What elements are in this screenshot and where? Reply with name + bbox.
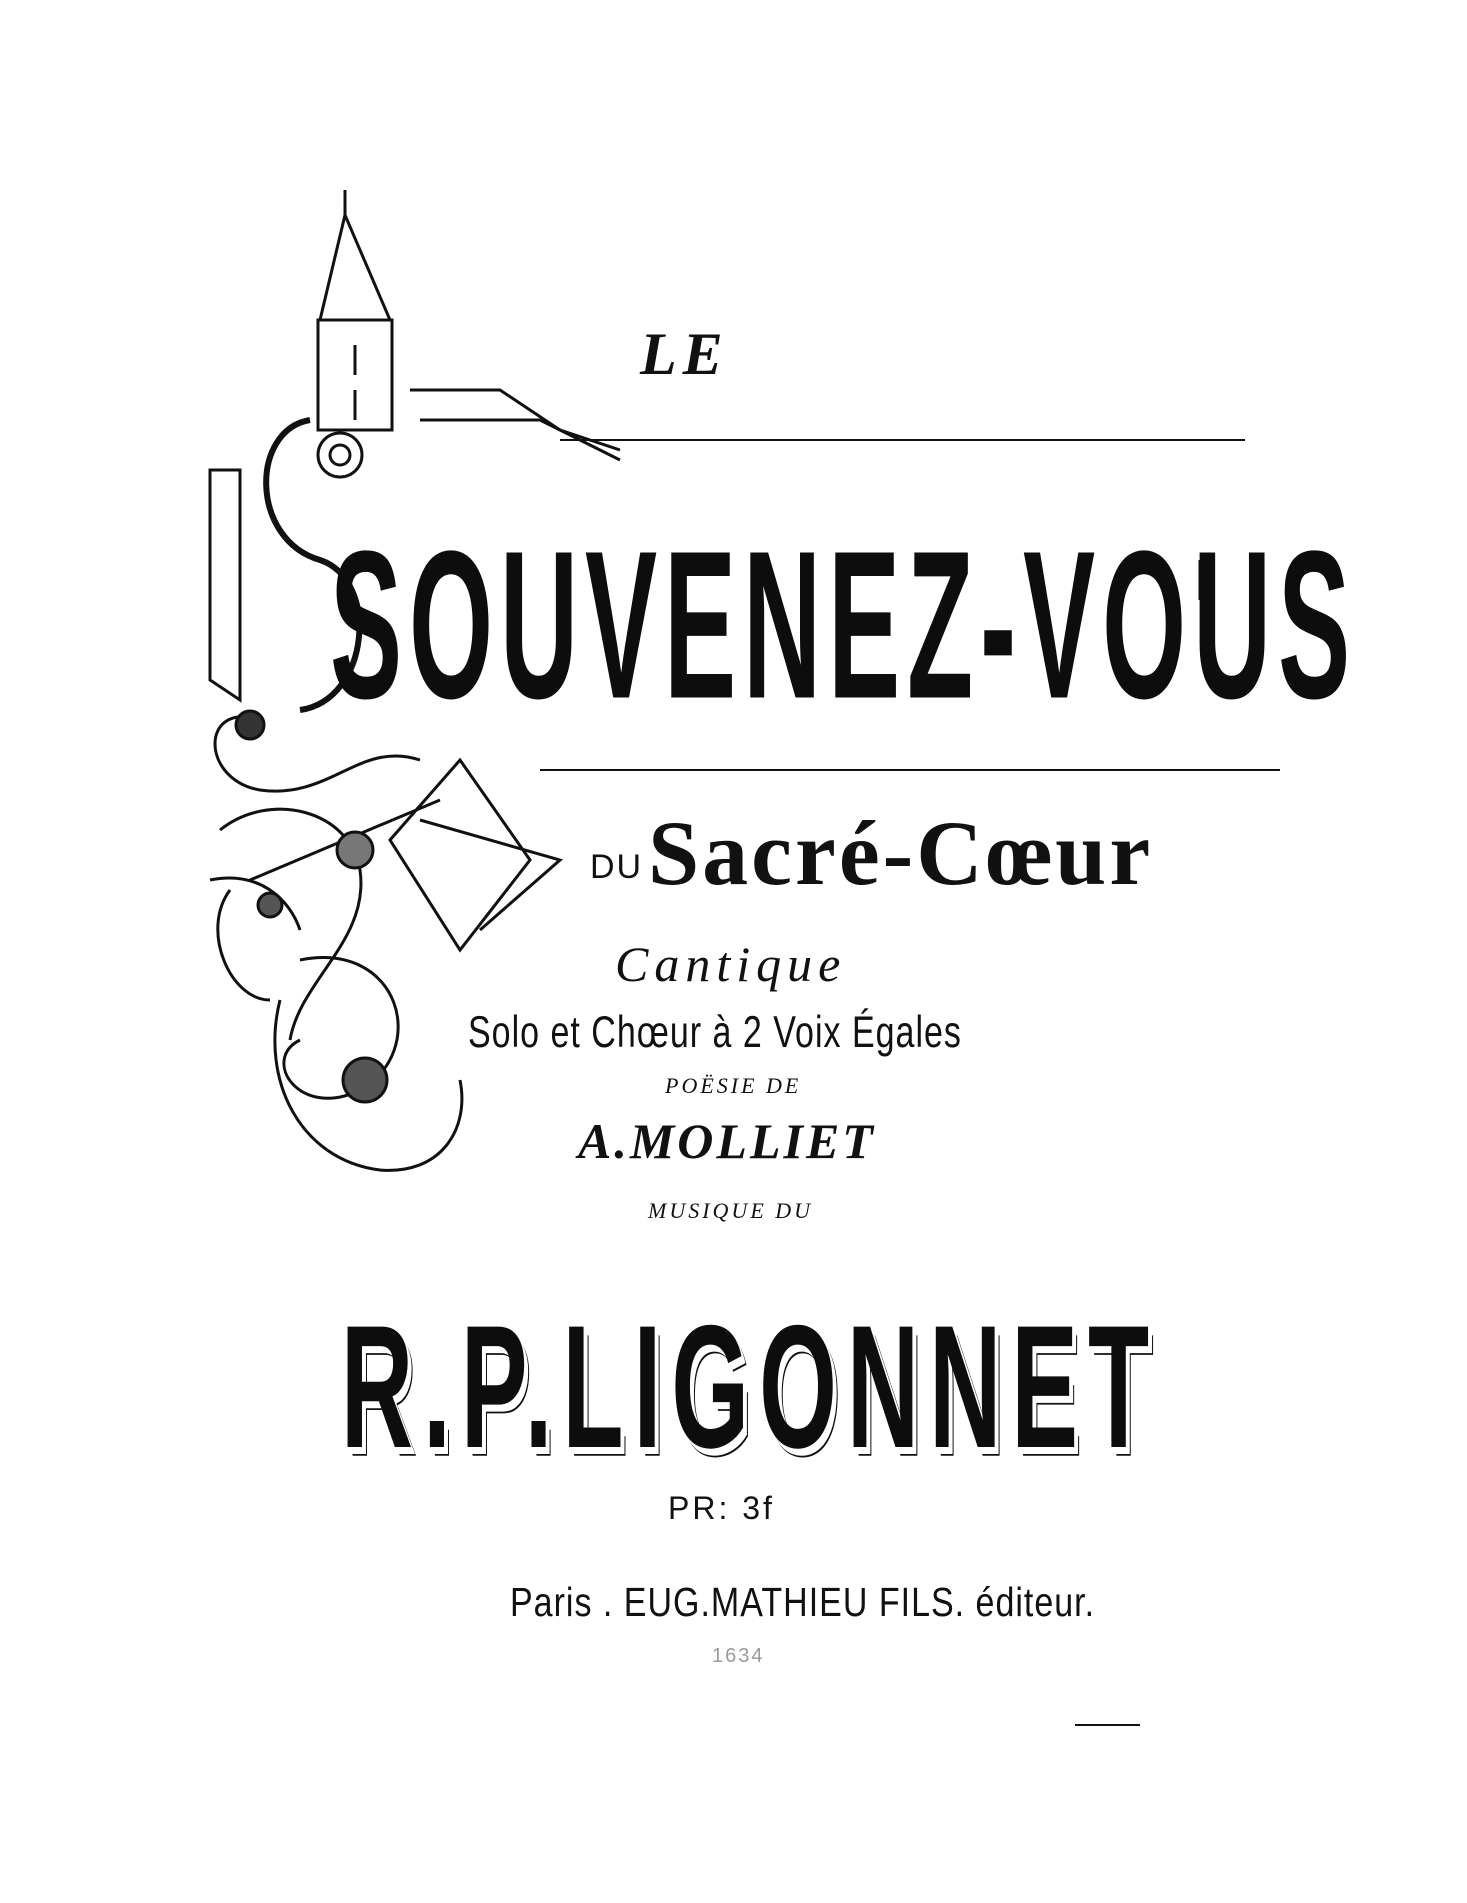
title-article: LE: [640, 321, 729, 387]
plate-number: 1634: [712, 1645, 765, 1667]
page-title: SOUVENEZ-VOUS: [330, 506, 1358, 743]
title-connector: DU: [590, 848, 644, 886]
scoring-label: Solo et Chœur à 2 Voix Égales: [468, 1008, 962, 1058]
poet-name: A.MOLLIET: [578, 1113, 876, 1169]
publisher-line: Paris . EUG.MATHIEU FILS. éditeur.: [510, 1580, 1096, 1626]
poetry-credit-label: POËSIE DE: [665, 1073, 802, 1098]
price-label: PR: 3f: [668, 1490, 775, 1526]
genre-label: Cantique: [615, 936, 847, 992]
music-credit-label: MUSIQUE DU: [648, 1198, 814, 1223]
subtitle: Sacré-Cœur: [648, 802, 1154, 904]
composer-name: R.P.LIGONNET: [340, 1289, 1160, 1486]
